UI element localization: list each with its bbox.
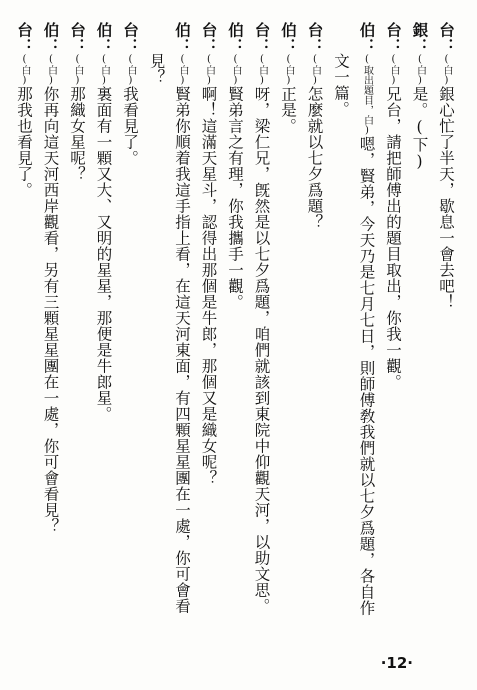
dialogue-line: 台：(白)銀心忙了半天，歇息一會去吧！ bbox=[437, 22, 456, 310]
stage-cue: (白) bbox=[309, 54, 321, 86]
dialogue-text: 呀，梁仁兄，旣然是以七夕爲題，咱們就該到東院中仰觀天河，以助文思。 bbox=[252, 86, 271, 614]
stage-cue: (白) bbox=[177, 54, 188, 86]
stage-cue: (白) bbox=[19, 54, 30, 86]
dialogue-line: 台：(白)啊！這滿天星斗，認得出那個是牛郎，那個又是織女呢？ bbox=[199, 22, 219, 486]
dialogue-line: 銀：(白)是。(下) bbox=[410, 22, 430, 171]
dialogue-line: 伯：(取出題目，白)嗯，賢弟，今天乃是七月七日，則師傅敎我們就以七夕爲題，各自作 bbox=[357, 22, 377, 616]
page-number: ·12· bbox=[380, 654, 413, 672]
dialogue-text: 啊！這滿天星斗，認得出那個是牛郎，那個又是織女呢？ bbox=[199, 86, 218, 486]
dialogue-text: 那織女星呢？ bbox=[68, 86, 86, 182]
stage-cue: (白) bbox=[203, 54, 215, 86]
stage-cue: (取出題目，白) bbox=[361, 54, 373, 136]
stage-cue: (白) bbox=[98, 54, 110, 86]
dialogue-text: 怎麼就以七夕爲題？ bbox=[305, 86, 324, 230]
speaker-name: 銀 bbox=[410, 22, 430, 38]
dialogue-text: 嗯，賢弟，今天乃是七月七日，則師傅敎我們就以七夕爲題，各自作 bbox=[357, 136, 376, 616]
speaker-name: 伯 bbox=[41, 22, 61, 38]
dialogue-text: 銀心忙了半天，歇息一會去吧！ bbox=[437, 86, 455, 310]
dialogue-line: 台：(白)那我也看見了。 bbox=[15, 22, 34, 198]
stage-cue: (白) bbox=[256, 54, 268, 86]
stage-cue: (白) bbox=[388, 54, 399, 86]
speaker-name: 台 bbox=[305, 22, 325, 38]
dialogue-line: 伯：(白)賢弟言之有理，你我攜手一觀。 bbox=[226, 22, 245, 310]
stage-cue: (白) bbox=[230, 54, 241, 86]
dialogue-line: 台：(白)怎麼就以七夕爲題？ bbox=[305, 22, 325, 230]
speaker-name: 伯 bbox=[94, 22, 114, 38]
stage-cue: (白) bbox=[283, 54, 294, 86]
speaker-name: 伯 bbox=[279, 22, 298, 38]
dialogue-text: 賢弟你順着我這手指上看，在這天河東面，有四顆星星團在一處，你可會看 bbox=[173, 86, 191, 614]
dialogue-line: 台：(白)我看見了。 bbox=[121, 22, 140, 166]
dialogue-line: 伯：(白)正是。 bbox=[279, 22, 298, 134]
script-text-column bbox=[15, 22, 459, 642]
speaker-name: 台 bbox=[68, 22, 87, 38]
stage-cue: (白) bbox=[441, 54, 452, 86]
dialogue-line: 台：(白)那織女星呢？ bbox=[68, 22, 87, 182]
stage-cue: (白) bbox=[45, 54, 57, 86]
dialogue-text: 正是。 bbox=[279, 86, 297, 134]
dialogue-line: 台：(白)呀，梁仁兄，旣然是以七夕爲題，咱們就該到東院中仰觀天河，以助文思。 bbox=[252, 22, 272, 614]
speaker-name: 伯 bbox=[357, 22, 377, 38]
speaker-name: 伯 bbox=[226, 22, 245, 38]
speaker-name: 台 bbox=[121, 22, 140, 38]
dialogue-line: 伯：(白)你再向這天河西岸觀看，另有三顆星星團在一處，你可會看見？ bbox=[41, 22, 61, 534]
dialogue-line: 台：(白)兄台，請把師傅出的題目取出，你我一觀。 bbox=[384, 22, 403, 390]
speaker-name: 台 bbox=[252, 22, 272, 38]
dialogue-line: 伯：(白)裏面有一顆又大、又明的星星，那便是牛郎星。 bbox=[94, 22, 114, 422]
speaker-name: 台 bbox=[199, 22, 219, 38]
dialogue-text: 兄台，請把師傅出的題目取出，你我一觀。 bbox=[384, 86, 402, 390]
speaker-name: 台 bbox=[437, 22, 456, 38]
dialogue-text: 你再向這天河西岸觀看，另有三顆星星團在一處，你可會看見？ bbox=[41, 86, 60, 534]
dialogue-text: 我看見了。 bbox=[121, 86, 139, 166]
dialogue-text: 賢弟言之有理，你我攜手一觀。 bbox=[226, 86, 244, 310]
dialogue-line: 伯：(白)賢弟你順着我這手指上看，在這天河東面，有四顆星星團在一處，你可會看 bbox=[173, 22, 192, 614]
speaker-name: 伯 bbox=[173, 22, 192, 38]
stage-cue: (白) bbox=[72, 54, 83, 86]
speaker-name: 台 bbox=[15, 22, 34, 38]
dialogue-text: 是。(下) bbox=[410, 86, 429, 171]
stage-cue: (白) bbox=[414, 54, 426, 86]
speaker-name: 台 bbox=[384, 22, 403, 38]
stage-cue: (白) bbox=[125, 54, 136, 86]
dialogue-text: 裏面有一顆又大、又明的星星，那便是牛郎星。 bbox=[94, 86, 113, 422]
dialogue-continuation: 見？ bbox=[147, 53, 166, 85]
dialogue-text: 那我也看見了。 bbox=[15, 86, 33, 198]
dialogue-continuation: 文一篇。 bbox=[332, 53, 350, 117]
